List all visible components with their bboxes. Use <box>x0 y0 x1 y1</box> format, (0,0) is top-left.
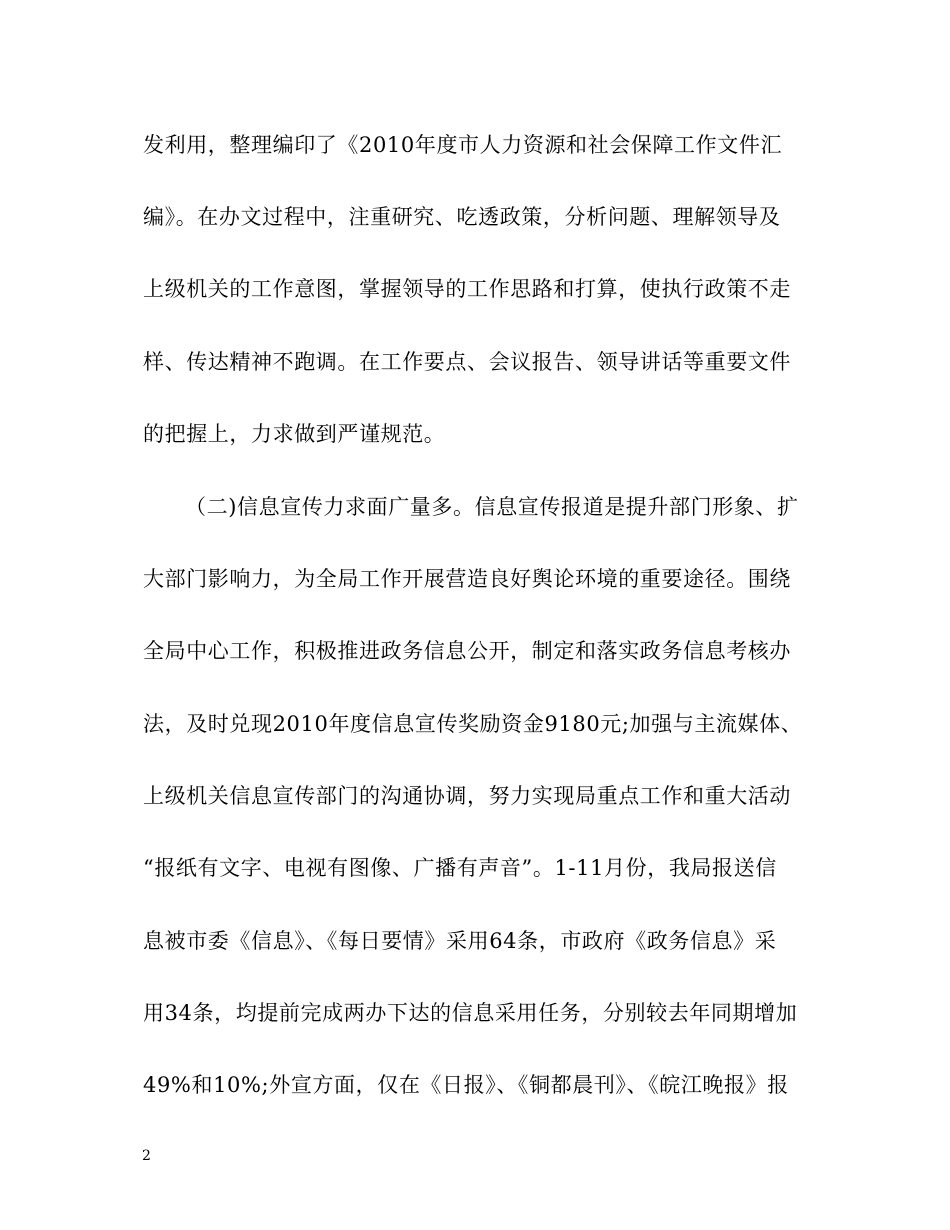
body-text-line: 全局中心工作，积极推进政务信息公开，制定和落实政务信息考核办 <box>143 639 791 663</box>
body-text-line: 编》。在办文过程中，注重研究、吃透政策，分析问题、理解领导及 <box>143 205 781 229</box>
body-text-line: 的把握上，力求做到严谨规范。 <box>143 422 446 446</box>
body-text-line: 大部门影响力，为全局工作开展营造良好舆论环境的重要途径。围绕 <box>143 567 791 591</box>
paragraph-heading-line: （二)信息宣传力求面广量多。信息宣传报道是提升部门形象、扩 <box>185 495 799 519</box>
page-number: 2 <box>142 1148 151 1164</box>
body-text-line: “报纸有文字、电视有图像、广播有声音”。1-11月份，我局报送信 <box>143 856 777 880</box>
body-text-line: 上级机关的工作意图，掌握领导的工作思路和打算，使执行政策不走 <box>143 277 791 301</box>
body-text-line: 发利用，整理编印了《2010年度市人力资源和社会保障工作文件汇 <box>143 133 783 157</box>
body-text-line: 息被市委《信息》、《每日要情》采用64条，市政府《政务信息》采 <box>143 929 777 953</box>
body-text-line: 49%和10%;外宣方面，仅在《日报》、《铜都晨刊》、《皖江晚报》报 <box>143 1073 789 1097</box>
body-text-line: 用34条，均提前完成两办下达的信息采用任务，分别较去年同期增加 <box>143 1001 798 1025</box>
body-text-line: 上级机关信息宣传部门的沟通协调，努力实现局重点工作和重大活动 <box>143 784 791 808</box>
body-text-line: 样、传达精神不跑调。在工作要点、会议报告、领导讲话等重要文件 <box>143 350 791 374</box>
body-text-line: 法，及时兑现2010年度信息宣传奖励资金9180元;加强与主流媒体、 <box>143 712 803 736</box>
